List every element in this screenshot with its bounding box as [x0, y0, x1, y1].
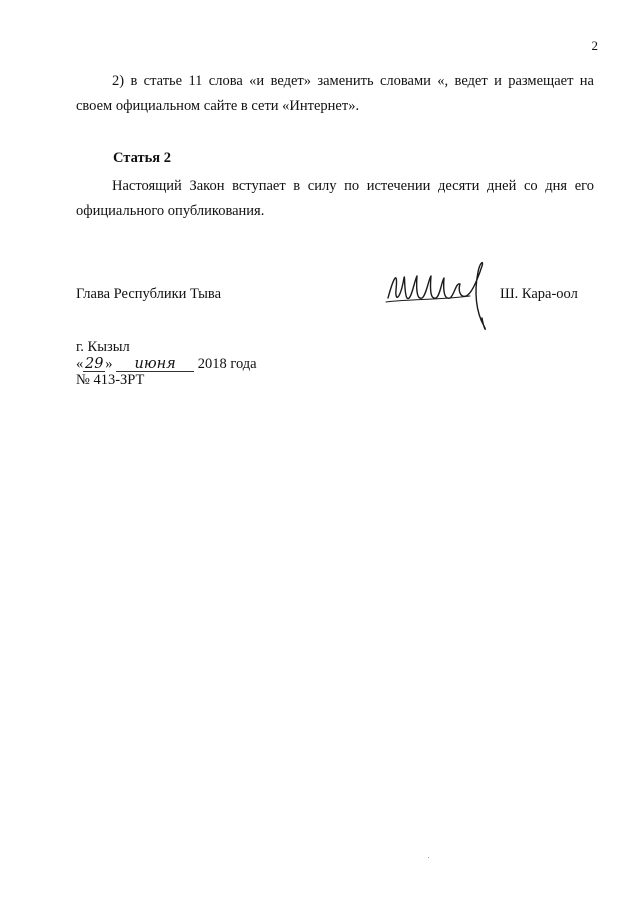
amendment-item-2: 2) в статье 11 слова «и ведет» заменить словами «, ведет и размещает на своем официальном сайте в сети «Интернет».	[76, 73, 594, 114]
page-number: 2	[591, 38, 598, 53]
handwritten-month: июня	[116, 357, 194, 372]
article-heading: Статья 2	[113, 150, 171, 166]
law-number: № 413-ЗРТ	[76, 372, 145, 388]
handwritten-signature	[380, 258, 500, 338]
handwritten-day: 29	[85, 356, 104, 372]
signatory-title: Глава Республики Тыва	[76, 286, 222, 302]
date-open-quote: «	[76, 356, 84, 372]
date-close-quote: »	[105, 356, 113, 372]
place-of-signing: г. Кызыл	[76, 339, 130, 355]
date-year: 2018 года	[197, 356, 257, 372]
signatory-name: Ш. Кара-оол	[500, 286, 578, 302]
signing-date	[76, 355, 257, 373]
scan-speck	[428, 857, 429, 858]
article-2-text: Настоящий Закон вступает в силу по истечении десяти дней со дня его официального опубликования.	[76, 178, 594, 219]
